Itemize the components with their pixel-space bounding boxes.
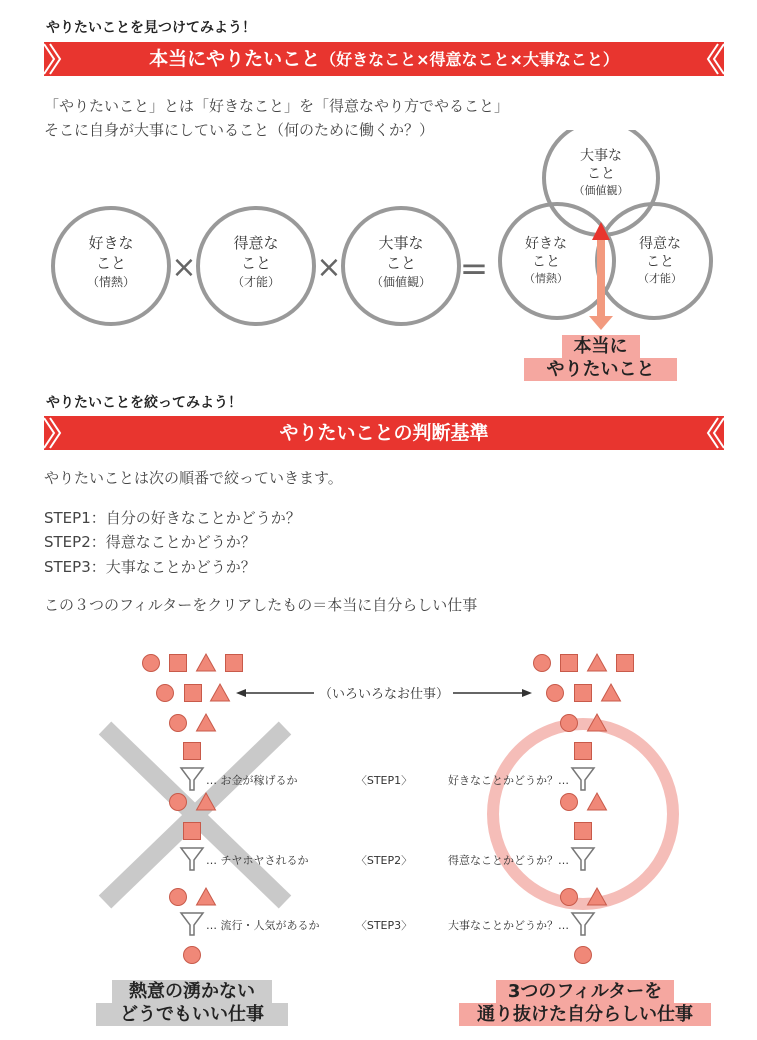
venn-value-l2: こと: [587, 166, 615, 182]
right-filter-1: 好きなことかどうか？…: [448, 774, 569, 787]
good-l3: （才能）: [231, 275, 281, 289]
times-symbol-1: ×: [171, 250, 197, 285]
chevron-right-icon: [704, 42, 728, 76]
like-l2: こと: [95, 254, 127, 272]
step-label-3: 〈STEP3〉: [355, 919, 413, 932]
banner-sub: （好きなこと×得意なこと×大事なこと）: [320, 50, 619, 69]
step-2: STEP2：得意なことかどうか？: [44, 533, 256, 551]
section2-kicker: やりたいことを絞ってみよう！: [46, 395, 242, 411]
venn-good-l3: （才能）: [638, 272, 682, 285]
chevron-right-icon: [704, 416, 728, 450]
right-result-l1: 3つのフィルターを: [496, 980, 674, 1003]
section2-banner-title: やりたいことの判断基準: [279, 422, 489, 444]
section1-line1: 「やりたいこと」とは「好きなこと」を「得意なやり方でやること」: [44, 97, 510, 115]
step-label-2: 〈STEP2〉: [355, 854, 413, 867]
filter-diagram: [0, 640, 757, 970]
good-l2: こと: [240, 254, 272, 272]
venn-good-l1: 得意な: [639, 236, 681, 252]
left-result-label: [96, 980, 288, 1026]
section2-summary: この３つのフィルターをクリアしたもの＝本当に自分らしい仕事: [44, 596, 478, 614]
section1-banner: [44, 42, 724, 76]
value-l3: （価値観）: [370, 275, 432, 289]
left-filter-2: … チヤホヤされるか: [206, 854, 309, 867]
venn-value-l3: （価値観）: [573, 184, 629, 197]
right-result-l2: 通り抜けた自分らしい仕事: [459, 1003, 711, 1026]
center-label: （いろいろなお仕事）: [318, 687, 450, 702]
left-filter-3: … 流行・人気があるか: [206, 919, 320, 932]
banner-main: 本当にやりたいこと: [149, 48, 321, 70]
section2-intro: やりたいことは次の順番で絞っていきます。: [44, 469, 343, 487]
good-l1: 得意な: [233, 234, 279, 252]
section1-kicker: やりたいことを見つけてみよう！: [46, 20, 256, 36]
venn-circle-value: [544, 130, 658, 235]
arrow-shaft: [597, 240, 605, 318]
value-l1: 大事な: [378, 234, 424, 252]
section2-banner: [44, 416, 724, 450]
step-1: STEP1：自分の好きなことかどうか？: [44, 509, 301, 527]
times-symbol-2: ×: [316, 250, 342, 285]
right-result-label: [459, 980, 711, 1026]
arrow-down-icon: [589, 316, 613, 330]
venn-result-l1: 本当に: [562, 335, 640, 358]
venn-value-l1: 大事な: [580, 148, 622, 164]
section1-line2: そこに自身が大事にしていること（何のために働くか？）: [44, 121, 435, 139]
venn-like-l3: （情熱）: [524, 272, 568, 285]
right-filter-2: 得意なことかどうか？…: [448, 854, 569, 867]
like-l3: （情熱）: [86, 275, 136, 289]
step-3: STEP3：大事なことかどうか？: [44, 558, 256, 576]
equals-symbol: =: [459, 249, 489, 289]
left-result-l1: 熱意の湧かない: [112, 980, 272, 1003]
left-result-l2: どうでもいい仕事: [96, 1003, 288, 1026]
left-filter-1: … お金が稼げるか: [206, 774, 298, 787]
right-filter-3: 大事なことかどうか？…: [448, 919, 569, 932]
like-l1: 好きな: [88, 234, 134, 252]
venn-result-l2: やりたいこと: [524, 358, 677, 381]
venn-like-l1: 好きな: [525, 236, 567, 252]
section1-banner-title: [44, 42, 724, 77]
right-shapes: [534, 654, 634, 964]
step-label-1: 〈STEP1〉: [355, 774, 413, 787]
value-l2: こと: [385, 254, 417, 272]
venn-like-l2: こと: [532, 254, 560, 270]
venn-result-label: [524, 335, 677, 381]
venn-good-l2: こと: [646, 254, 674, 270]
